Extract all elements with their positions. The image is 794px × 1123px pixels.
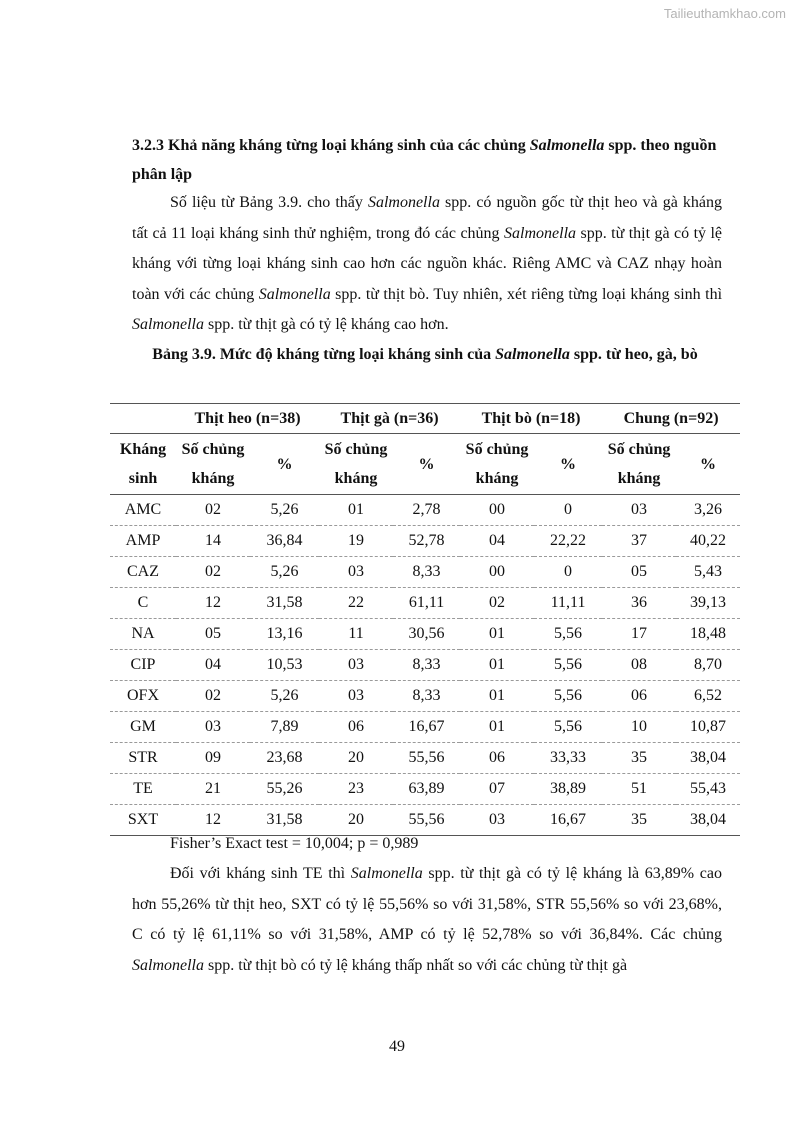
count-cell: 20 [319,743,393,774]
count-cell: 01 [460,712,534,743]
percent-cell: 5,26 [250,557,319,588]
percent-cell: 5,56 [534,619,602,650]
count-cell: 10 [602,712,676,743]
percent-cell: 7,89 [250,712,319,743]
paragraph-1: Số liệu từ Bảng 3.9. cho thấy Salmonella spp. có nguồn gốc từ thịt heo và gà kháng tất cả 11 loại kháng sinh thử nghiệm, trong đó các chủng Salmonella spp. từ thịt gà có tỷ lệ kháng với từng loại kháng sinh cao hơn các nguồn khác. Riêng AMC và CAZ nhạy hoàn toàn với các chủng Salmonella spp. từ thịt bò. Tuy nhiên, xét riêng từng loại kháng sinh thì Salmonella spp. từ thịt gà có tỷ lệ kháng cao hơn. [132,194,723,333]
percent-cell: 30,56 [393,619,460,650]
count-cell: 12 [176,588,250,619]
table-row [110,774,740,805]
percent-cell: 61,11 [393,588,460,619]
count-cell: 23 [319,774,393,805]
antibiotic-cell: OFX [110,681,176,712]
count-cell: 37 [602,526,676,557]
percent-cell: 5,56 [534,681,602,712]
percent-cell: 31,58 [250,588,319,619]
column-header-percent: % [250,434,319,495]
count-cell: 35 [602,805,676,836]
percent-cell: 39,13 [676,588,740,619]
count-cell: 04 [460,526,534,557]
count-cell: 17 [602,619,676,650]
antibiotic-cell: C [110,588,176,619]
resistance-table [110,403,740,836]
table-row [110,495,740,526]
count-cell: 03 [319,557,393,588]
table-caption: Bảng 3.9. Mức độ kháng từng loại kháng sinh của Salmonella spp. từ heo, gà, bò [152,346,698,363]
group-header-pork: Thịt heo (n=38) [176,404,319,434]
percent-cell: 5,26 [250,681,319,712]
antibiotic-cell: AMC [110,495,176,526]
count-cell: 14 [176,526,250,557]
column-header-row [110,434,740,495]
percent-cell: 38,04 [676,743,740,774]
percent-cell: 0 [534,557,602,588]
percent-cell: 2,78 [393,495,460,526]
table-row [110,557,740,588]
count-cell: 01 [460,681,534,712]
count-cell: 05 [176,619,250,650]
antibiotic-cell: SXT [110,805,176,836]
group-header-blank [110,404,176,434]
count-cell: 19 [319,526,393,557]
count-cell: 51 [602,774,676,805]
antibiotic-cell: CIP [110,650,176,681]
count-cell: 03 [319,681,393,712]
count-cell: 00 [460,495,534,526]
percent-cell: 23,68 [250,743,319,774]
count-cell: 06 [460,743,534,774]
percent-cell: 6,52 [676,681,740,712]
count-cell: 00 [460,557,534,588]
percent-cell: 5,43 [676,557,740,588]
table-note: Fisher’s Exact test = 10,004; p = 0,989 [170,835,419,852]
column-header-count: Số chủng kháng [602,434,676,495]
count-cell: 11 [319,619,393,650]
count-cell: 22 [319,588,393,619]
count-cell: 06 [319,712,393,743]
antibiotic-cell: GM [110,712,176,743]
table-row [110,712,740,743]
column-header-percent: % [393,434,460,495]
percent-cell: 8,33 [393,681,460,712]
antibiotic-cell: AMP [110,526,176,557]
column-header-count: Số chủng kháng [460,434,534,495]
percent-cell: 5,56 [534,712,602,743]
section-heading: 3.2.3 Khả năng kháng từng loại kháng sinh của các chủng Salmonella spp. theo nguồn phân lập [132,137,717,183]
column-header-percent: % [676,434,740,495]
percent-cell: 36,84 [250,526,319,557]
group-header-total: Chung (n=92) [602,404,740,434]
count-cell: 36 [602,588,676,619]
group-header-row [110,404,740,434]
count-cell: 21 [176,774,250,805]
count-cell: 08 [602,650,676,681]
percent-cell: 38,04 [676,805,740,836]
column-header-percent: % [534,434,602,495]
count-cell: 03 [319,650,393,681]
count-cell: 20 [319,805,393,836]
paragraph-2: Đối với kháng sinh TE thì Salmonella spp. từ thịt gà có tỷ lệ kháng là 63,89% cao hơn 55,26% từ thịt heo, SXT có tỷ lệ 55,56% so với 31,58%, STR 55,56% so với 23,68%, C có tỷ lệ 61,11% so với 31,58%, AMP có tỷ lệ 52,78% so với 36,84%. Các chủng Salmonella spp. từ thịt bò có tỷ lệ kháng thấp nhất so với các chủng từ thịt gà [132,865,722,974]
percent-cell: 52,78 [393,526,460,557]
table-row [110,805,740,836]
page-number: 49 [389,1038,405,1055]
group-header-chicken: Thịt gà (n=36) [319,404,460,434]
percent-cell: 55,56 [393,743,460,774]
percent-cell: 13,16 [250,619,319,650]
count-cell: 01 [319,495,393,526]
column-header-count: Số chủng kháng [319,434,393,495]
count-cell: 01 [460,650,534,681]
percent-cell: 18,48 [676,619,740,650]
percent-cell: 63,89 [393,774,460,805]
percent-cell: 0 [534,495,602,526]
percent-cell: 55,56 [393,805,460,836]
count-cell: 02 [176,495,250,526]
count-cell: 05 [602,557,676,588]
count-cell: 03 [602,495,676,526]
count-cell: 02 [176,557,250,588]
antibiotic-cell: CAZ [110,557,176,588]
table-row [110,743,740,774]
table-row [110,681,740,712]
count-cell: 04 [176,650,250,681]
count-cell: 02 [460,588,534,619]
percent-cell: 5,56 [534,650,602,681]
count-cell: 35 [602,743,676,774]
percent-cell: 33,33 [534,743,602,774]
antibiotic-cell: TE [110,774,176,805]
percent-cell: 40,22 [676,526,740,557]
table-row [110,650,740,681]
percent-cell: 8,33 [393,557,460,588]
percent-cell: 22,22 [534,526,602,557]
table-row [110,526,740,557]
count-cell: 06 [602,681,676,712]
count-cell: 09 [176,743,250,774]
percent-cell: 16,67 [393,712,460,743]
count-cell: 01 [460,619,534,650]
percent-cell: 10,87 [676,712,740,743]
group-header-beef: Thịt bò (n=18) [460,404,602,434]
count-cell: 12 [176,805,250,836]
watermark: Tailieuthamkhao.com [663,6,786,21]
percent-cell: 10,53 [250,650,319,681]
table-row [110,619,740,650]
column-header-antibiotic: Kháng sinh [110,434,176,495]
percent-cell: 11,11 [534,588,602,619]
antibiotic-cell: NA [110,619,176,650]
count-cell: 07 [460,774,534,805]
percent-cell: 38,89 [534,774,602,805]
percent-cell: 8,70 [676,650,740,681]
percent-cell: 5,26 [250,495,319,526]
percent-cell: 55,43 [676,774,740,805]
percent-cell: 16,67 [534,805,602,836]
column-header-count: Số chủng kháng [176,434,250,495]
percent-cell: 55,26 [250,774,319,805]
count-cell: 03 [176,712,250,743]
antibiotic-cell: STR [110,743,176,774]
percent-cell: 8,33 [393,650,460,681]
count-cell: 03 [460,805,534,836]
table-row [110,588,740,619]
count-cell: 02 [176,681,250,712]
percent-cell: 31,58 [250,805,319,836]
percent-cell: 3,26 [676,495,740,526]
